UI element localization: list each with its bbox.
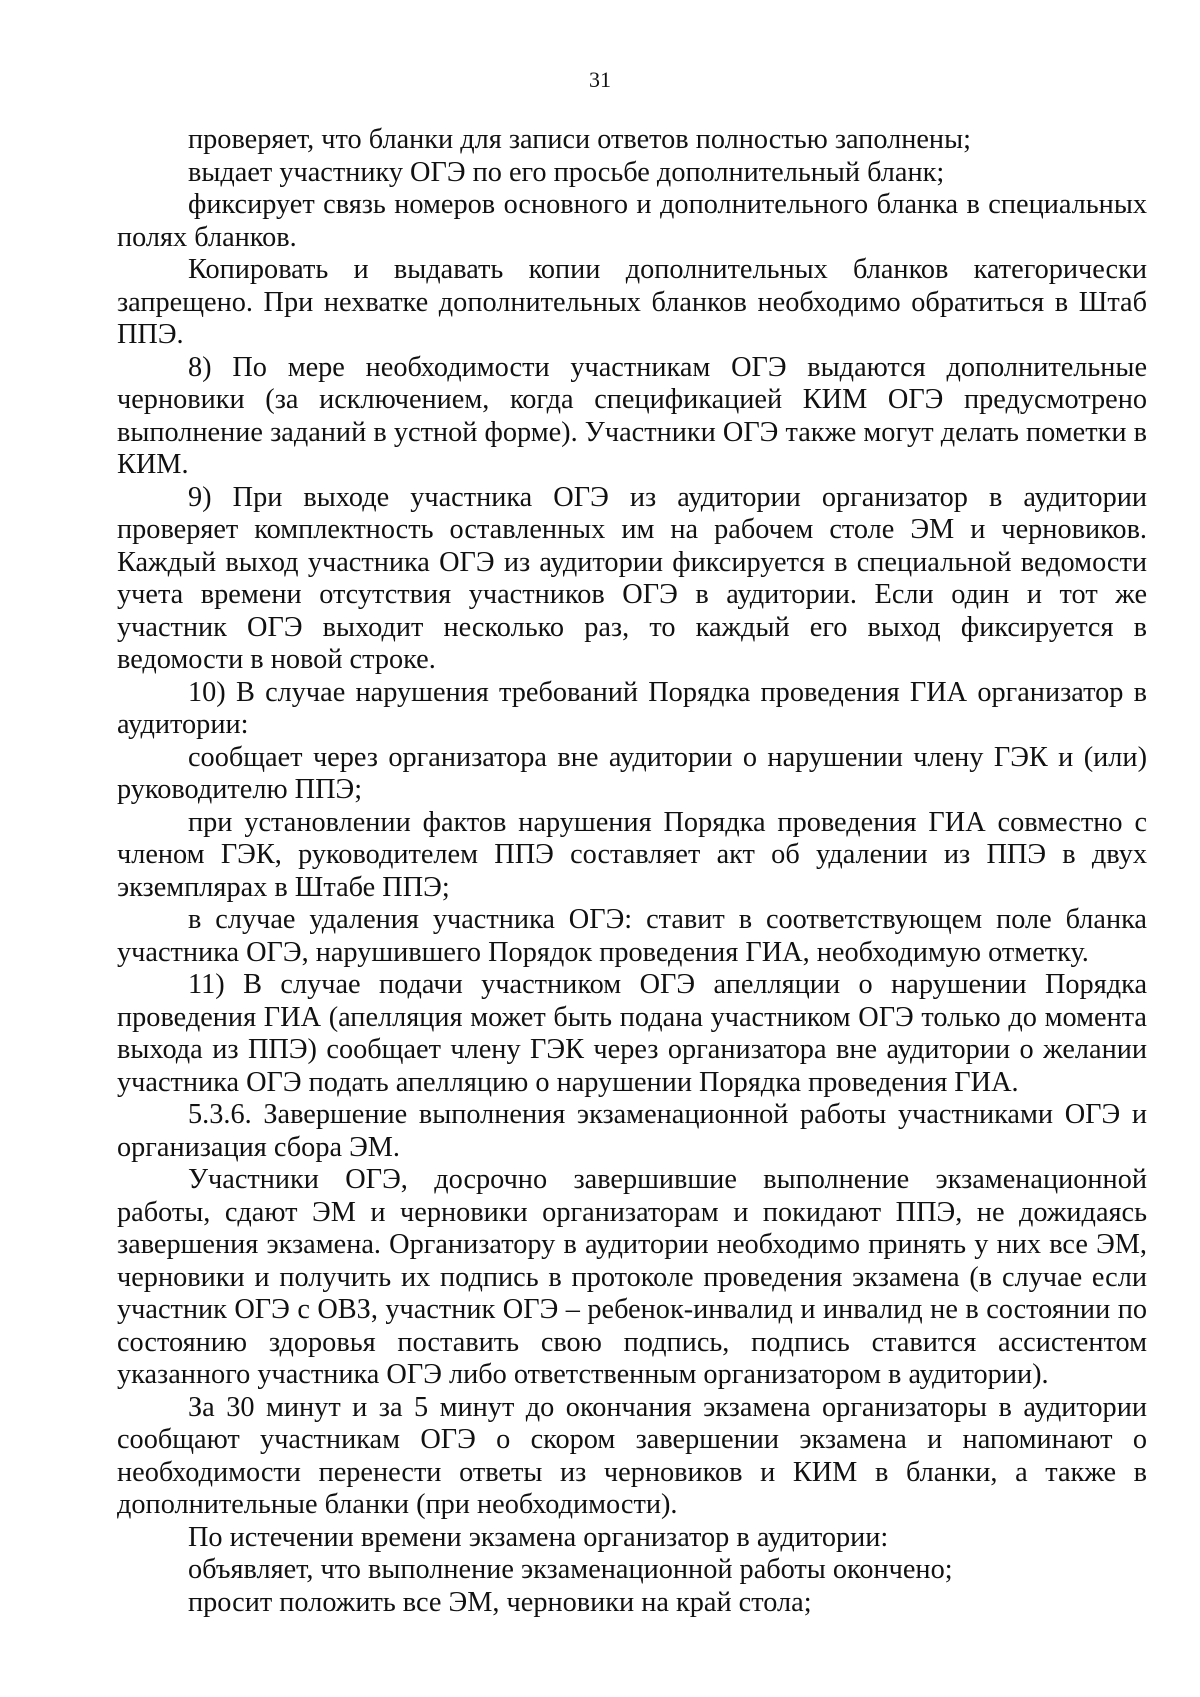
paragraph: По истечении времени экзамена организатор в аудитории: bbox=[188, 1521, 889, 1553]
paragraph: 5.3.6. Завершение выполнения экзаменационной работы участниками ОГЭ и организация сбора ЭМ. bbox=[117, 1099, 1147, 1163]
paragraph: Участники ОГЭ, досрочно завершившие выполнение экзаменационной работы, сдают ЭМ и черновики организаторам и покидают ППЭ, не дожидаясь завершения экзамена. Организатору в аудитории необходимо принять у них все ЭМ, черновики и получить их подпись в протоколе проведения экзамена (в случае если участник ОГЭ с ОВЗ, участник ОГЭ – ребенок-инвалид и инвалид не в состоянии по состоянию здоровья поставить свою подпись, подпись ставится ассистентом указанного участника ОГЭ либо ответственным организатором в аудитории). bbox=[117, 1164, 1147, 1390]
paragraph: фиксирует связь номеров основного и дополнительного бланка в специальных полях бланков. bbox=[117, 189, 1147, 253]
paragraph: при установлении фактов нарушения Порядка проведения ГИА совместно с членом ГЭК, руководителем ППЭ составляет акт об удалении из ППЭ в двух экземплярах в Штабе ППЭ; bbox=[117, 806, 1147, 903]
paragraph: сообщает через организатора вне аудитории о нарушении члену ГЭК и (или) руководителю ППЭ; bbox=[117, 741, 1147, 805]
paragraph: Копировать и выдавать копии дополнительных бланков категорически запрещено. При нехватке дополнительных бланков необходимо обратиться в Штаб ППЭ. bbox=[117, 254, 1147, 350]
paragraph: в случае удаления участника ОГЭ: ставит в соответствующем поле бланка участника ОГЭ, нарушившего Порядок проведения ГИА, необходимую отметку. bbox=[117, 904, 1147, 968]
paragraph: 8) По мере необходимости участникам ОГЭ выдаются дополнительные черновики (за исключением, когда спецификацией КИМ ОГЭ предусмотрено выполнение заданий в устной форме). Участники ОГЭ также могут делать пометки в КИМ. bbox=[117, 351, 1147, 480]
paragraph: 9) При выходе участника ОГЭ из аудитории организатор в аудитории проверяет комплектность оставленных им на рабочем столе ЭМ и черновиков. Каждый выход участника ОГЭ из аудитории фиксируется в специальной ведомости учета времени отсутствия участников ОГЭ в аудитории. Если один и тот же участник ОГЭ выходит несколько раз, то каждый его выход фиксируется в ведомости в новой строке. bbox=[117, 481, 1147, 675]
paragraph: просит положить все ЭМ, черновики на край стола; bbox=[188, 1586, 812, 1618]
paragraph: объявляет, что выполнение экзаменационной работы окончено; bbox=[188, 1554, 953, 1585]
paragraph: За 30 минут и за 5 минут до окончания экзамена организаторы в аудитории сообщают участникам ОГЭ о скором завершении экзамена и напоминают о необходимости перенести ответы из черновиков и КИМ в бланки, а также в дополнительные бланки (при необходимости). bbox=[117, 1391, 1147, 1520]
page-number: 31 bbox=[589, 67, 611, 92]
paragraph: выдает участнику ОГЭ по его просьбе дополнительный бланк; bbox=[188, 156, 945, 188]
paragraph: 10) В случае нарушения требований Порядка проведения ГИА организатор в аудитории: bbox=[117, 676, 1147, 740]
paragraph: проверяет, что бланки для записи ответов полностью заполнены; bbox=[188, 124, 971, 155]
document-body bbox=[117, 124, 1147, 1619]
paragraph: 11) В случае подачи участником ОГЭ апелляции о нарушении Порядка проведения ГИА (апелляция может быть подана участником ОГЭ только до момента выхода из ППЭ) сообщает члену ГЭК через организатора вне аудитории о желании участника ОГЭ подать апелляцию о нарушении Порядка проведения ГИА. bbox=[117, 969, 1147, 1098]
